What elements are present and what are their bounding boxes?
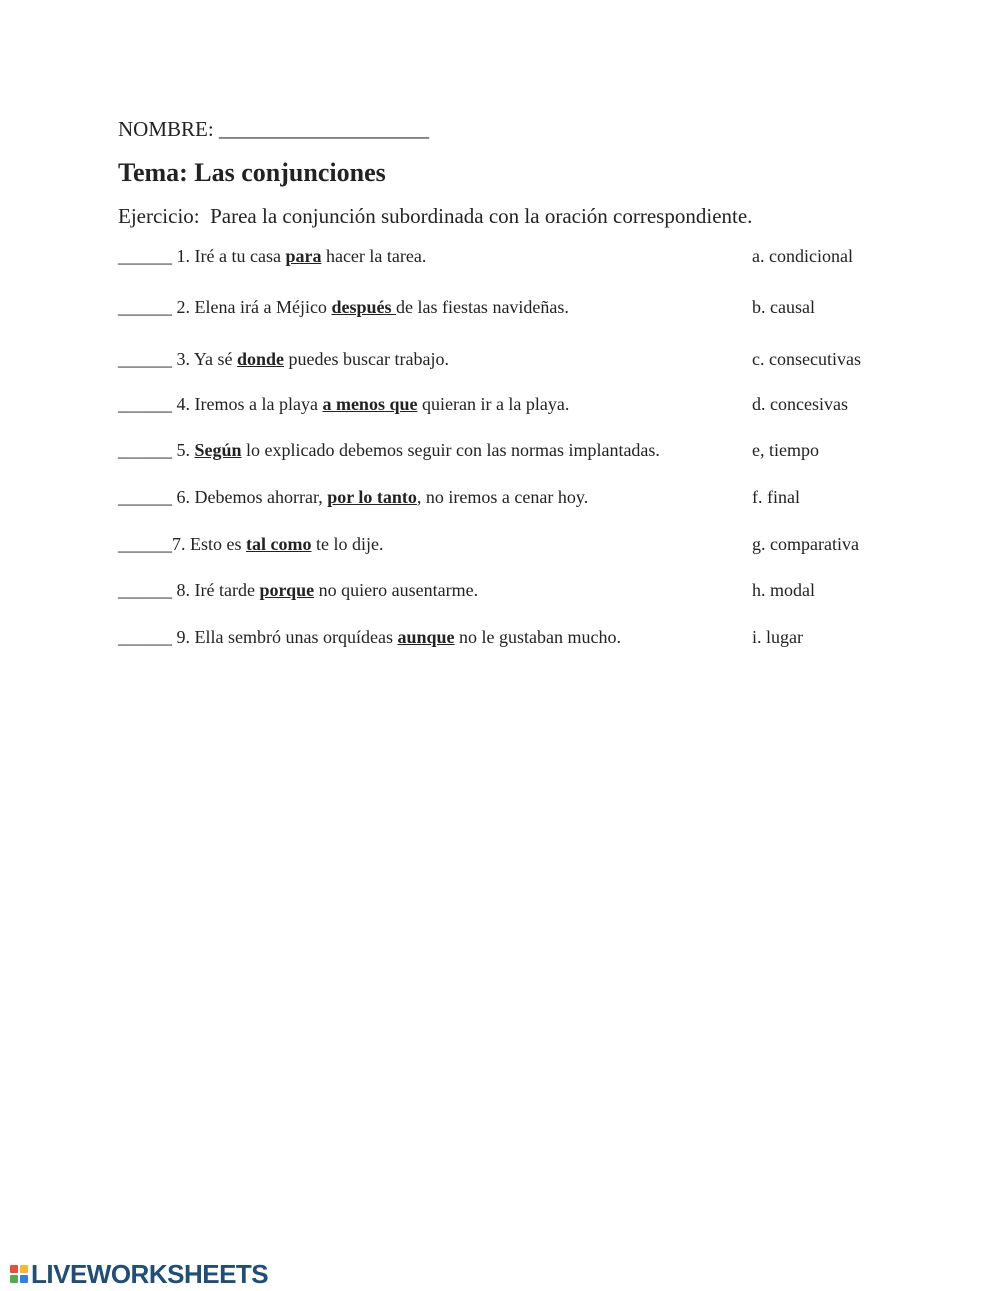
sentence-text: 4. Iremos a la playa [176, 394, 323, 414]
sentence-1 [118, 246, 426, 267]
answer-blank-5[interactable]: ______ [118, 440, 177, 460]
sentence-3 [118, 349, 449, 370]
topic-title: Tema: Las conjunciones [118, 158, 386, 187]
sentence-text: 8. Iré tarde [176, 580, 260, 600]
conjunction-keyword: por lo tanto [327, 487, 417, 507]
sentence-5 [118, 440, 660, 461]
conjunction-keyword: Según [194, 440, 242, 460]
name-blank[interactable]: ____________________ [218, 117, 429, 141]
conjunction-keyword: aunque [397, 627, 455, 647]
sentence-4 [118, 394, 569, 415]
answer-blank-3[interactable]: ______ [118, 349, 177, 369]
conjunction-keyword: donde [237, 349, 285, 369]
sentence-text: puedes buscar trabajo. [284, 349, 449, 369]
sentence-text: te lo dije. [311, 534, 384, 554]
liveworksheets-logo [10, 1260, 268, 1288]
sentence-2 [118, 297, 569, 318]
option-c: c. consecutivas [752, 349, 861, 369]
sentence-text: 1. Iré a tu casa [176, 246, 286, 266]
sentence-text: 2. Elena irá a Méjico [176, 297, 332, 317]
sentence-text: 3. Ya sé [176, 349, 238, 369]
sentence-text: 6. Debemos ahorrar, [176, 487, 328, 507]
sentence-text: 9. Ella sembró unas orquídeas [176, 627, 398, 647]
option-e: e, tiempo [752, 440, 819, 460]
sentence-7 [118, 534, 383, 555]
answer-blank-8[interactable]: ______ [118, 580, 177, 600]
conjunction-keyword: para [285, 246, 322, 266]
sentence-text: no le gustaban mucho. [454, 627, 621, 647]
option-h: h. modal [752, 580, 815, 600]
option-f: f. final [752, 487, 800, 507]
answer-blank-2[interactable]: ______ [118, 297, 177, 317]
exercise-instruction: Ejercicio: Parea la conjunción subordinada con la oración correspondiente. [118, 204, 753, 228]
logo-grid-icon [10, 1265, 28, 1283]
sentence-text: 5. [176, 440, 195, 460]
answer-blank-7[interactable]: ______ [118, 534, 172, 554]
name-field [118, 117, 429, 142]
answer-blank-1[interactable]: ______ [118, 246, 177, 266]
conjunction-keyword: a menos que [322, 394, 418, 414]
option-g: g. comparativa [752, 534, 859, 554]
logo-text: LIVEWORKSHEETS [31, 1258, 269, 1289]
name-label: NOMBRE: [118, 117, 214, 141]
sentence-text: , no iremos a cenar hoy. [416, 487, 589, 507]
option-b: b. causal [752, 297, 815, 317]
sentence-text: no quiero ausentarme. [314, 580, 479, 600]
sentence-9 [118, 627, 621, 648]
sentence-6 [118, 487, 588, 508]
conjunction-keyword: después [331, 297, 396, 317]
sentence-text: lo explicado debemos seguir con las normas implantadas. [241, 440, 660, 460]
answer-blank-6[interactable]: ______ [118, 487, 177, 507]
sentence-8 [118, 580, 478, 601]
conjunction-keyword: porque [259, 580, 315, 600]
sentence-text: 7. Esto es [172, 534, 246, 554]
sentence-text: quieran ir a la playa. [417, 394, 570, 414]
option-i: i. lugar [752, 627, 803, 647]
conjunction-keyword: tal como [246, 534, 312, 554]
sentence-text: hacer la tarea. [321, 246, 427, 266]
answer-blank-4[interactable]: ______ [118, 394, 177, 414]
option-d: d. concesivas [752, 394, 848, 414]
answer-blank-9[interactable]: ______ [118, 627, 177, 647]
option-a: a. condicional [752, 246, 853, 266]
sentence-text: de las fiestas navideñas. [395, 297, 569, 317]
